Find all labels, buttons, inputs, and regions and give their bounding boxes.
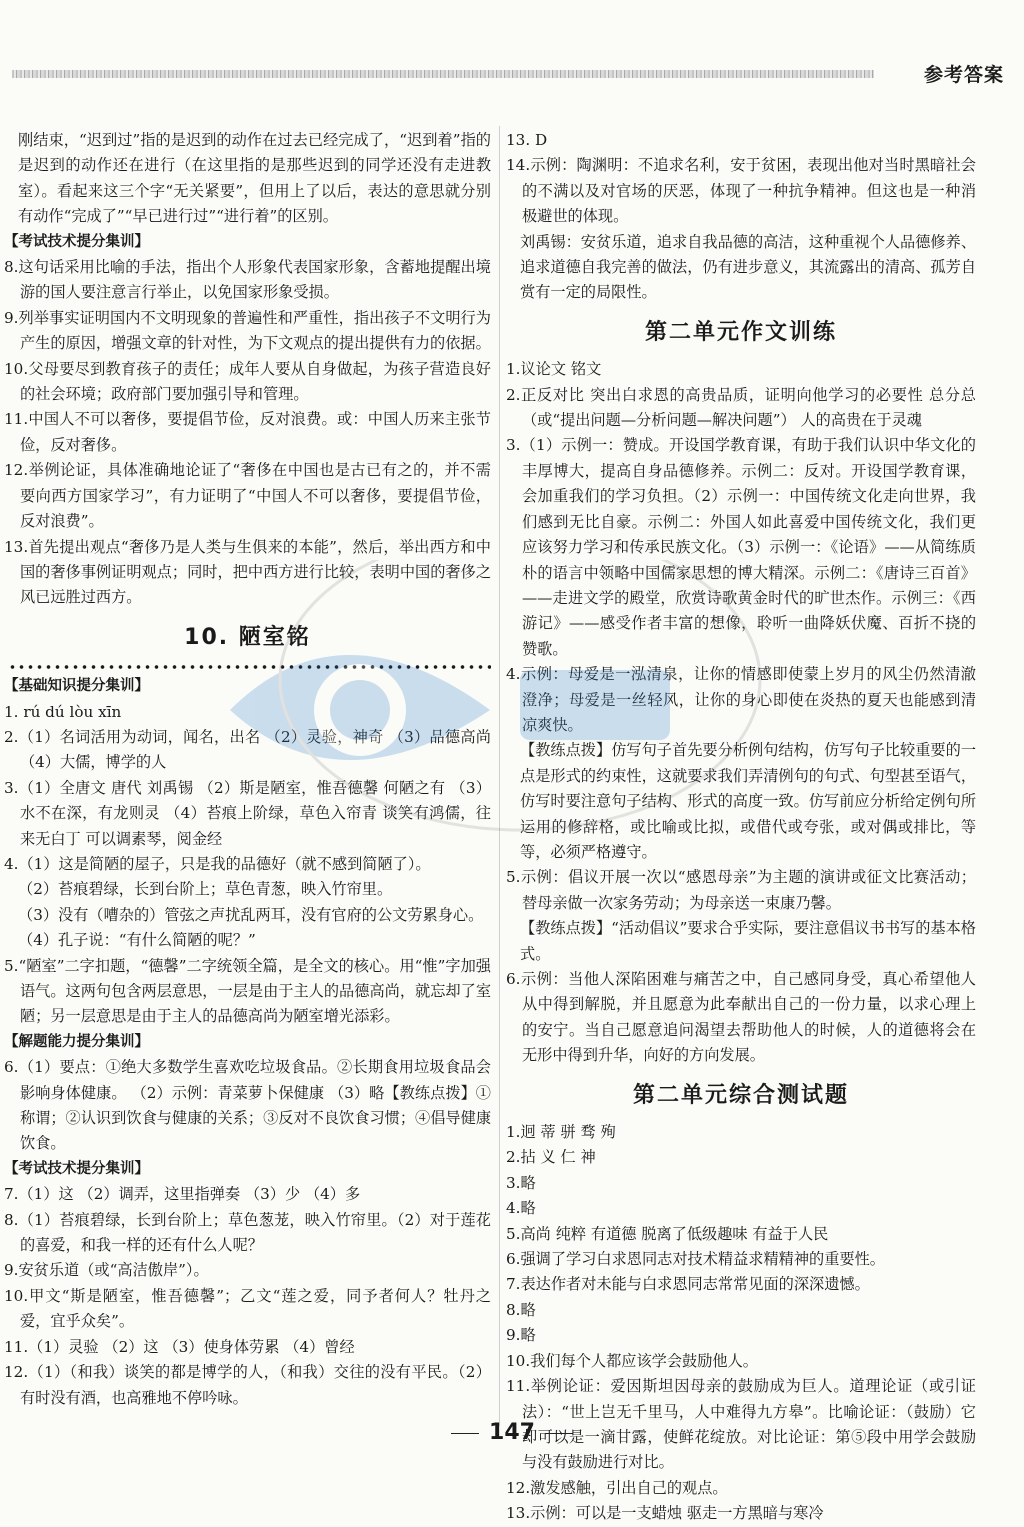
answer-item: 5.高尚 纯粹 有道德 脱离了低级趣味 有益于人民 — [506, 1224, 829, 1243]
header-title: 参考答案 — [923, 64, 1004, 86]
answer-item: 3.（1）全唐文 唐代 刘禹锡 （2）斯是陋室，惟吾德馨 何陋之有 （3）水不在深，有龙则灵 （4）苔痕上阶绿，草色入帘青 谈笑有鸿儒，往来无白丁 可以调素琴，阅金经 — [4, 778, 491, 848]
answer-item: 11.举例论证：爱因斯坦因母亲的鼓励成为巨人。道理论证（或引证法）：“世上岂无千里马，人中难得九方皋”。比喻论证：（鼓励）它却可以是一滴甘露，使鲜花绽放。对比论证：第⑤段中用学会鼓励与没有鼓励进行对比。 — [506, 1377, 976, 1472]
dotted-divider — [8, 662, 491, 672]
answer-item: 9.安贫乐道（或“高洁傲岸”）。 — [4, 1261, 209, 1280]
subsection-label: 【基础知识提分集训】 — [4, 678, 149, 695]
answer-item: 2.正反对比 突出白求恩的高贵品质，证明向他学习的必要性 总分总（或“提出问题—分析问题—解决问题”） 人的高贵在于灵魂 — [506, 385, 976, 430]
answer-item: 4.略 — [506, 1199, 536, 1218]
answer-item: 1.迥 蒂 骈 骛 殉 — [506, 1123, 616, 1142]
answer-item: 2.（1）名词活用为动词，闻名，出名 （2）灵验，神奇 （3）品德高尚 （4）大儒，博学的人 — [4, 727, 491, 772]
answer-item: 13. D — [506, 131, 548, 149]
answer-item: 5.示例：倡议开展一次以“感恩母亲”为主题的演讲或征文比赛活动；替母亲做一次家务劳动；为母亲送一束康乃馨。 — [506, 868, 976, 912]
answer-item: 9.列举事实证明国内不文明现象的普遍性和严重性，指出孩子不文明行为产生的原因，增强文章的针对性，为下文观点的提出提供有力的依据。 — [4, 308, 491, 353]
answer-item: 9.略 — [506, 1326, 536, 1345]
answer-item: 12.举例论证，具体准确地论证了“奢侈在中国也是古已有之的，并不需要向西方国家学习”，有力证明了“中国人不可以奢侈，要提倡节俭，反对浪费”。 — [4, 461, 491, 531]
section-heading: 第二单元作文训练 — [644, 319, 837, 345]
answer-item: 14.示例：陶渊明：不追求名利，安于贫困，表现出他对当时黑暗社会的不满以及对官场的厌恶，体现了一种抗争精神。但这也是一种消极避世的体现。 — [506, 156, 976, 226]
answer-item: 【教练点拨】“活动倡议”要求合乎实际，要注意倡议书书写的基本格式。 — [520, 919, 976, 963]
answer-item: （3）没有（嘈杂的）管弦之声扰乱两耳，没有官府的公文劳累身心。 — [18, 905, 484, 924]
answer-item: （2）苔痕碧绿，长到台阶上；草色青葱，映入竹帘里。 — [18, 880, 393, 899]
answer-item: 5.“陋室”二字扣题，“德馨”二字统领全篇，是全文的核心。用“惟”字加强语气。这两句包含两层意思，一层是由于主人的品德高尚，就忘却了室陋；另一层意思是由于主人的品德高尚为陋室增光添彩。 — [4, 956, 491, 1026]
answer-item: 4.（1）这是简陋的屋子，只是我的品德好（就不感到简陋了）。 — [4, 854, 431, 873]
answer-item: 【教练点拨】仿写句子首先要分析例句结构，仿写句子比较重要的一点是形式的约束性，这就要求我们弄清例句的句式、句型甚至语气，仿写时要注意句子结构、形式的高度一致。仿写前应分析给定例句所运用的修辞格，或比喻或比拟，或借代或夸张，或对偶或排比，等等，必须严格遵守。 — [520, 741, 976, 861]
subsection-label: 【考试技术提分集训】 — [4, 1160, 149, 1177]
answer-item: 12.（1）（和我）谈笑的都是博学的人，（和我）交往的没有平民。（2）有时没有酒，也高雅地不停吟咏。 — [4, 1363, 491, 1407]
answer-item: 13.示例：可以是一支蜡烛 驱走一方黑暗与寒冷 — [506, 1504, 824, 1523]
answer-item: 刘禹锡：安贫乐道，追求自我品德的高洁，这种重视个人品德修养、追求道德自我完善的做法，仍有进步意义，其流露出的清高、孤芳自赏有一定的局限性。 — [520, 232, 976, 302]
answer-item: 3.（1）示例一：赞成。开设国学教育课，有助于我们认识中华文化的丰厚博大，提高自身品德修养。示例二：反对。开设国学教育课，会加重我们的学习负担。（2）示例一：中国传统文化走向世界，我们感到无比自豪。示例二：外国人如此喜爱中国传统文化，我们更应该努力学习和传承民族文化。（3）示例一：《论语》——从简练质朴的语言中领略中国儒家思想的博大精深。示例二：《唐诗三百首》——走进文学的殿堂，欣赏诗歌黄金时代的旷世杰作。示例三：《西游记》——感受作者丰富的想像，聆听一曲降妖伏魔、百折不挠的赞歌。 — [506, 436, 976, 658]
answer-item: 12.激发感触，引出自己的观点。 — [506, 1478, 728, 1497]
answer-item: 刚结束，“迟到过”指的是迟到的动作在过去已经完成了，“迟到着”指的是迟到的动作还在进行（在这里指的是那些迟到的同学还没有走进教室）。看起来这三个字“无关紧要”，但用上了以后，表达的意思就分别有动作“完成了”“早已进行过”“进行着”的区别。 — [18, 131, 491, 226]
answer-item: 1.议论文 铭文 — [506, 360, 602, 379]
answer-item: 1. rú dú lòu xīn — [4, 702, 122, 721]
header-decorative-band — [12, 70, 874, 78]
subsection-label: 【解题能力提分集训】 — [4, 1033, 149, 1050]
section-heading: 第二单元综合测试题 — [632, 1082, 849, 1108]
page-number: 147 — [489, 1420, 535, 1445]
answer-item: 8.略 — [506, 1300, 536, 1319]
left-column — [4, 128, 491, 1411]
answer-item: 7.表达作者对未能与白求恩同志常常见面的深深遗憾。 — [506, 1275, 870, 1294]
answer-item: 6.（1）要点：①绝大多数学生喜欢吃垃圾食品。②长期食用垃圾食品会影响身体健康。 （2）示例：青菜萝卜保健康 （3）略【教练点拨】①称谓；②认识到饮食与健康的关系；③反对不良饮食习惯；④倡导健康饮食。 — [4, 1058, 491, 1153]
answer-item: 10.甲文“斯是陋室，惟吾德馨”；乙文“莲之爱，同予者何人？牡丹之爱，宜乎众矣”。 — [4, 1286, 491, 1331]
column-divider — [499, 126, 500, 1426]
answer-item: （4）孔子说：“有什么简陋的呢？” — [18, 931, 256, 950]
section-heading: 10. 陋室铭 — [184, 624, 311, 650]
answer-item: 10.父母要尽到教育孩子的责任；成年人要从自身做起，为孩子营造良好的社会环境；政府部门要加强引导和管理。 — [4, 359, 491, 404]
answer-item: 8.这句话采用比喻的手法，指出个人形象代表国家形象，含蓄地提醒出境游的国人要注意言行举止，以免国家形象受损。 — [4, 258, 491, 302]
answer-item: 7.（1）这 （2）调弄，这里指弹奏 （3）少 （4）多 — [4, 1185, 361, 1204]
answer-item: 13.首先提出观点“奢侈乃是人类与生俱来的本能”，然后，举出西方和中国的奢侈事例证明观点；同时，把中西方进行比较，表明中国的奢侈之风已远胜过西方。 — [4, 537, 491, 607]
answer-item: 2.拈 义 仁 神 — [506, 1148, 596, 1167]
answer-item: 8.（1）苔痕碧绿，长到台阶上；草色葱茏，映入竹帘里。（2）对于莲花的喜爱，和我一样的还有什么人呢？ — [4, 1210, 491, 1255]
answer-item: 4.示例：母爱是一泓清泉，让你的情感即使蒙上岁月的风尘仍然清澈澄净；母爱是一丝轻风，让你的身心即使在炎热的夏天也能感到清凉爽快。 — [506, 665, 976, 734]
page-footer — [0, 1420, 1024, 1445]
page-header — [12, 60, 1012, 90]
footer-right-dash — [545, 1433, 573, 1434]
answer-item: 10.我们每个人都应该学会鼓励他人。 — [506, 1351, 758, 1370]
answer-item: 11.中国人不可以奢侈，要提倡节俭，反对浪费。或：中国人历来主张节俭，反对奢侈。 — [4, 410, 491, 454]
answer-item: 11.（1）灵验 （2）这 （3）使身体劳累 （4）曾经 — [4, 1337, 355, 1356]
subsection-label: 【考试技术提分集训】 — [4, 233, 149, 250]
footer-left-dash — [451, 1433, 479, 1434]
answer-item: 6.强调了学习白求恩同志对技术精益求精精神的重要性。 — [506, 1250, 885, 1269]
right-column — [506, 128, 976, 1527]
answer-item: 3.略 — [506, 1173, 536, 1192]
answer-item: 6.示例：当他人深陷困难与痛苦之中，自己感同身受，真心希望他人从中得到解脱，并且愿意为此奉献出自己的一份力量，以求心理上的安宁。当自己愿意追问渴望去帮助他人的时候，人的道德将会在无形中得到升华，向好的方向发展。 — [506, 970, 976, 1065]
